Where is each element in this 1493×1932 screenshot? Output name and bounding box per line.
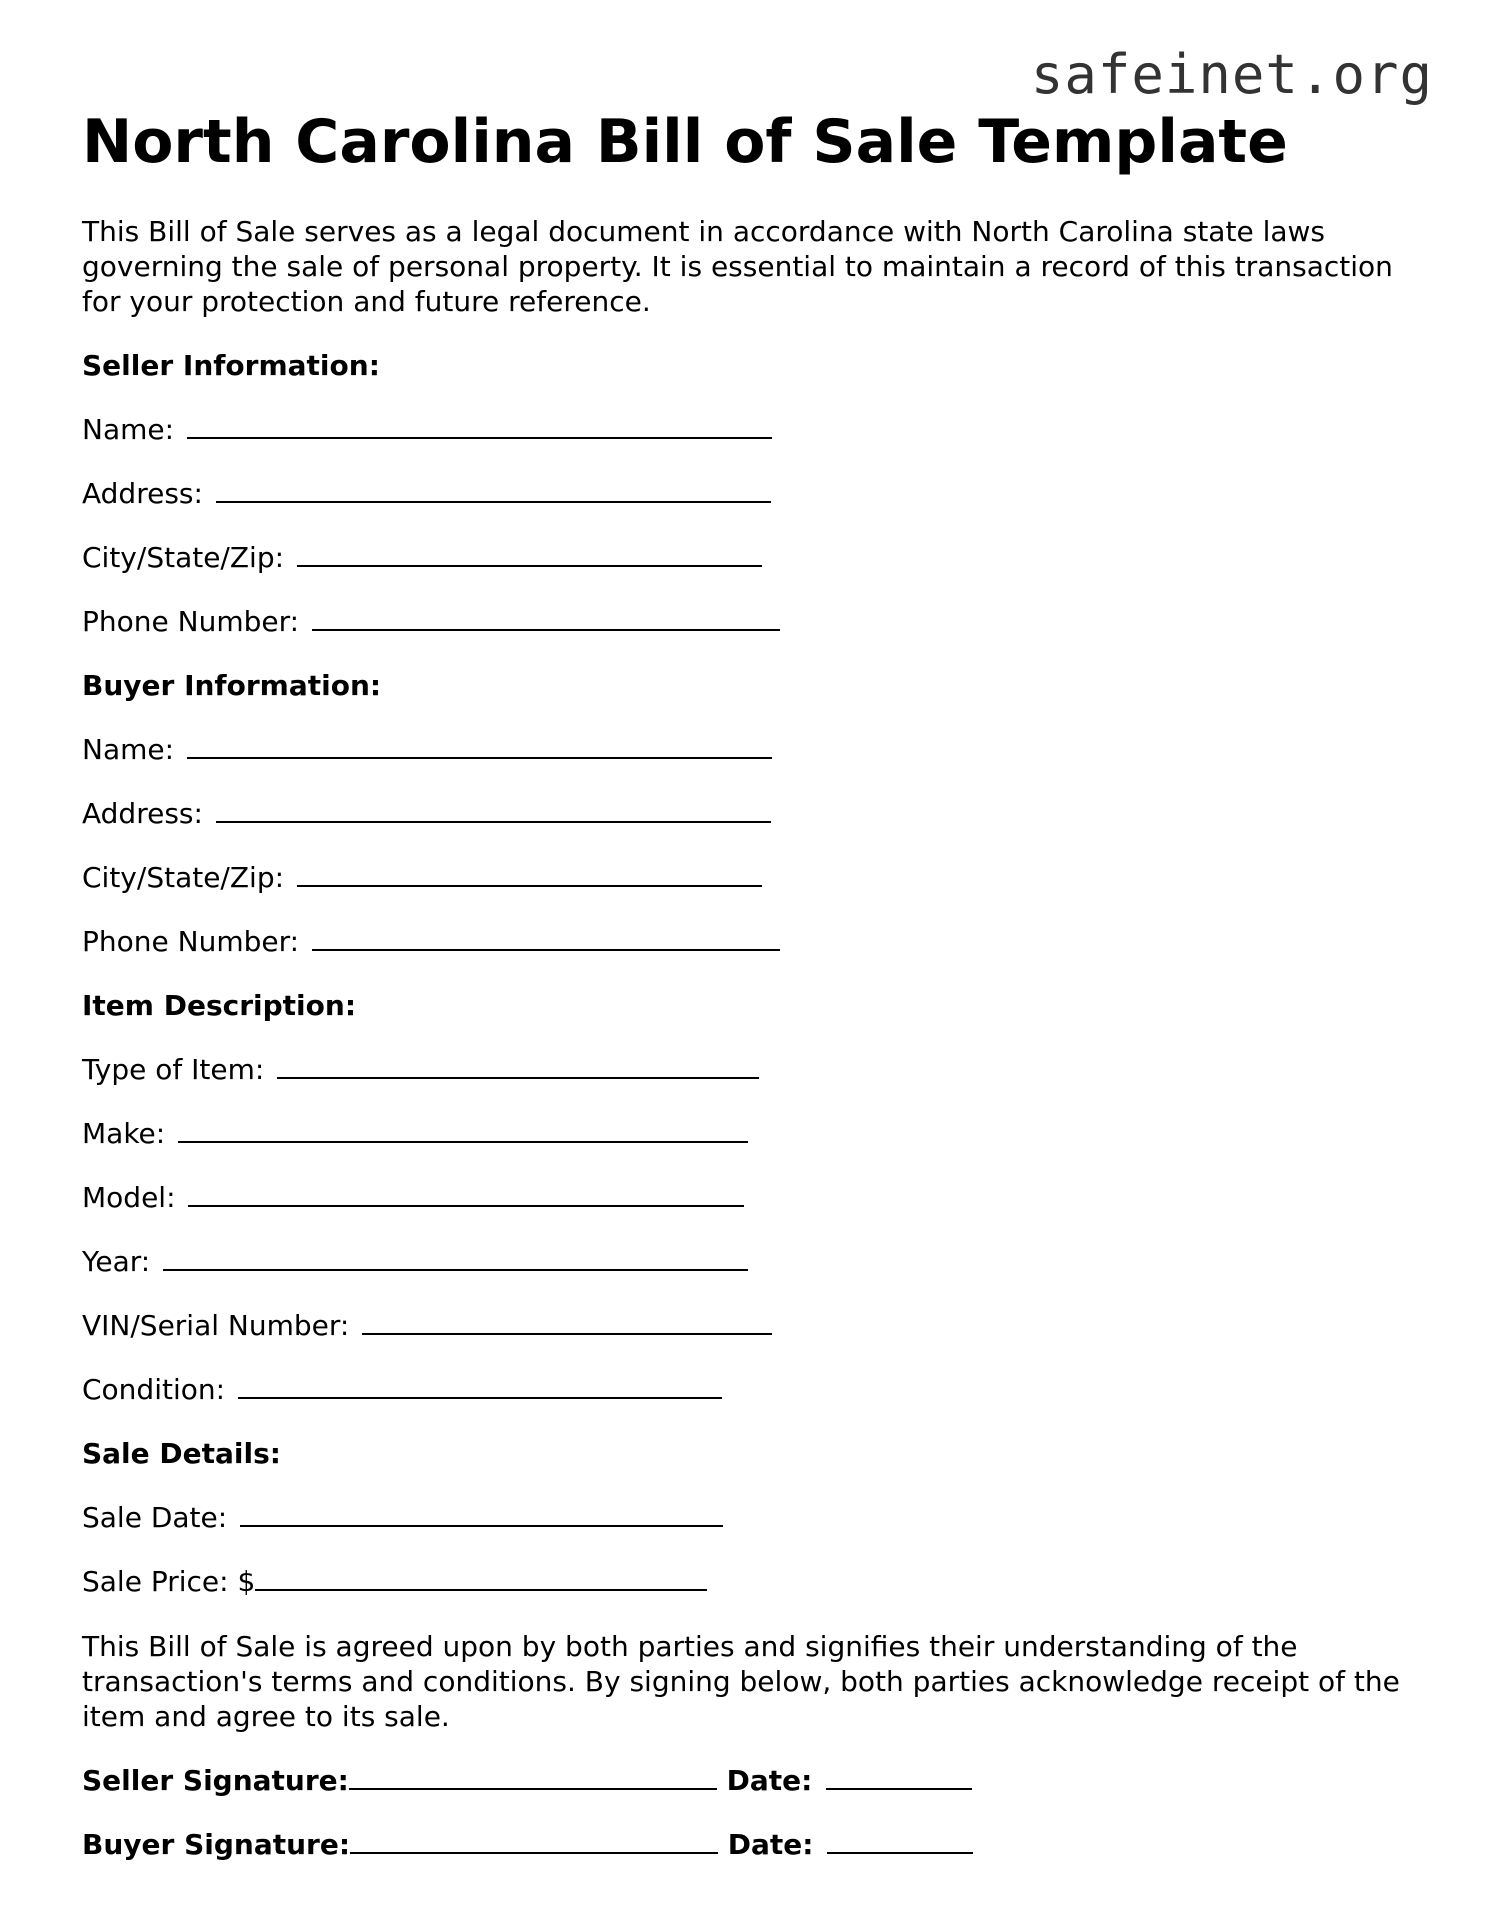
buyer-signature-blank[interactable]: [350, 1851, 718, 1854]
buyer-date-blank[interactable]: [827, 1851, 973, 1854]
sale-price-blank[interactable]: [255, 1588, 707, 1591]
sale-date-field: [82, 1500, 1422, 1535]
buyer-phone-blank[interactable]: [312, 948, 780, 951]
item-year-blank[interactable]: [163, 1268, 748, 1271]
item-condition-field: [82, 1372, 1422, 1407]
seller-phone-blank[interactable]: [312, 628, 780, 631]
seller-signature-blank[interactable]: [349, 1787, 717, 1790]
buyer-signature-label: Buyer Signature:: [82, 1828, 351, 1861]
item-type-blank[interactable]: [277, 1076, 759, 1079]
buyer-address-blank[interactable]: [216, 820, 771, 823]
item-year-field: [82, 1244, 1422, 1279]
seller-signature-row: [82, 1763, 1422, 1798]
item-model-blank[interactable]: [188, 1204, 744, 1207]
sale-details-heading: Sale Details:: [82, 1437, 281, 1470]
item-make-blank[interactable]: [178, 1140, 748, 1143]
seller-phone-field: [82, 604, 1422, 639]
seller-date-label: Date:: [726, 1764, 813, 1797]
seller-phone-label: Phone Number:: [82, 605, 300, 638]
item-make-field: [82, 1116, 1422, 1151]
buyer-name-blank[interactable]: [187, 756, 772, 759]
seller-date-blank[interactable]: [826, 1787, 972, 1790]
buyer-date-label: Date:: [727, 1828, 814, 1861]
buyer-signature-row: [82, 1827, 1422, 1862]
buyer-name-field: [82, 732, 1422, 767]
seller-name-field: [82, 412, 1422, 447]
buyer-city-label: City/State/Zip:: [82, 861, 285, 894]
item-description-heading: Item Description:: [82, 989, 357, 1022]
item-condition-label: Condition:: [82, 1373, 226, 1406]
seller-name-blank[interactable]: [187, 436, 772, 439]
item-vin-field: [82, 1308, 1422, 1343]
buyer-city-field: [82, 860, 1422, 895]
item-make-label: Make:: [82, 1117, 166, 1150]
watermark: safeinet.org: [1030, 43, 1433, 106]
buyer-name-label: Name:: [82, 733, 175, 766]
item-model-label: Model:: [82, 1181, 176, 1214]
buyer-info-heading: Buyer Information:: [82, 669, 382, 702]
seller-address-field: [82, 476, 1422, 511]
item-type-field: [82, 1052, 1422, 1087]
buyer-address-label: Address:: [82, 797, 203, 830]
buyer-phone-label: Phone Number:: [82, 925, 300, 958]
seller-city-field: [82, 540, 1422, 575]
closing-paragraph: This Bill of Sale is agreed upon by both parties and signifies their understanding of the transaction's terms and conditions. By signing below, both parties acknowledge receipt of the item and agree to its sale.: [82, 1630, 1400, 1733]
page-title: North Carolina Bill of Sale Template: [82, 107, 1288, 177]
seller-signature-label: Seller Signature:: [82, 1764, 349, 1797]
item-model-field: [82, 1180, 1422, 1215]
sale-price-label: Sale Price: $: [82, 1565, 256, 1598]
seller-address-label: Address:: [82, 477, 203, 510]
item-condition-blank[interactable]: [238, 1396, 722, 1399]
seller-city-blank[interactable]: [297, 564, 762, 567]
seller-city-label: City/State/Zip:: [82, 541, 285, 574]
intro-paragraph: This Bill of Sale serves as a legal document in accordance with North Carolina state laws governing the sale of personal property. It is essential to maintain a record of this transaction for your protection and future reference.: [82, 215, 1393, 318]
sale-price-field: [82, 1564, 1422, 1599]
document-page: [82, 100, 1422, 1862]
seller-address-blank[interactable]: [216, 500, 771, 503]
sale-date-blank[interactable]: [240, 1524, 723, 1527]
item-type-label: Type of Item:: [82, 1053, 265, 1086]
item-vin-label: VIN/Serial Number:: [82, 1309, 350, 1342]
buyer-phone-field: [82, 924, 1422, 959]
buyer-address-field: [82, 796, 1422, 831]
seller-name-label: Name:: [82, 413, 175, 446]
buyer-city-blank[interactable]: [297, 884, 762, 887]
sale-date-label: Sale Date:: [82, 1501, 228, 1534]
seller-info-heading: Seller Information:: [82, 349, 380, 382]
item-year-label: Year:: [82, 1245, 151, 1278]
item-vin-blank[interactable]: [362, 1332, 772, 1335]
